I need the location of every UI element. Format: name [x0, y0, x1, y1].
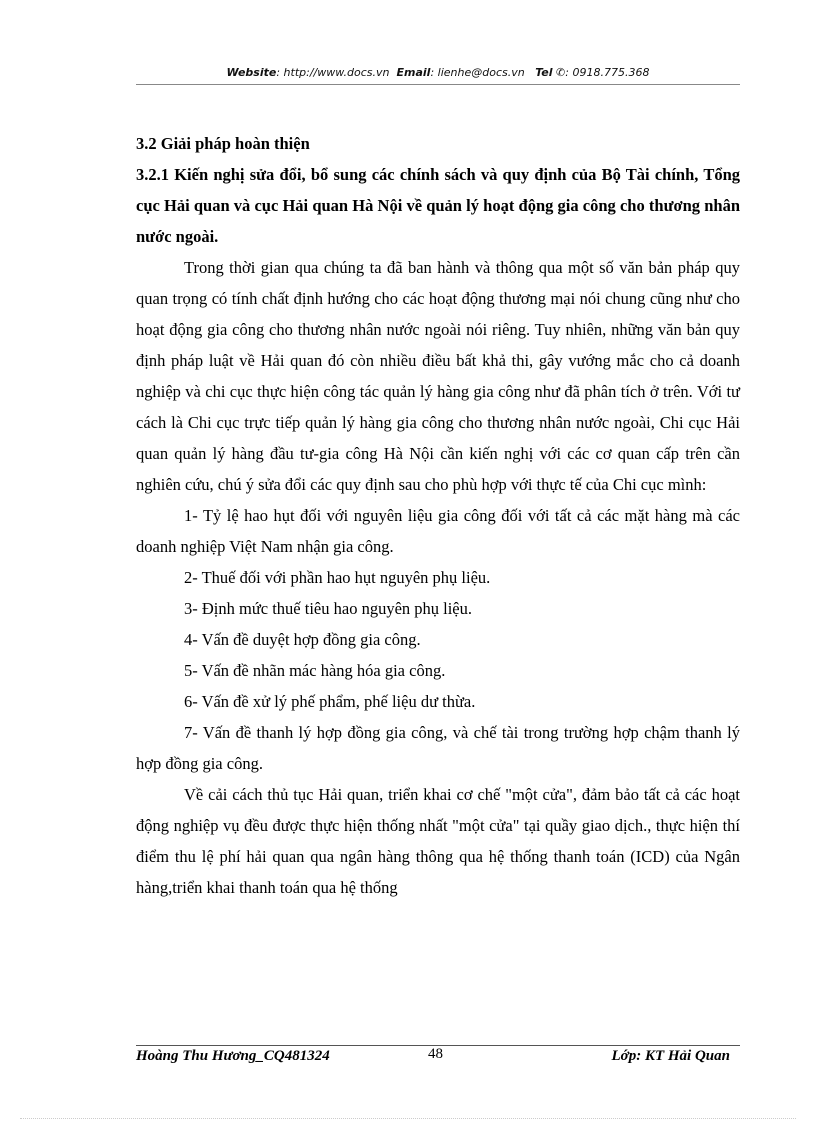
email-value: : lienhe@docs.vn [430, 66, 525, 79]
document-body [136, 128, 740, 903]
list-item-1: 1- Tỷ lệ hao hụt đối với nguyên liệu gia công đối với tất cả các mặt hàng mà các doanh nghiệp Việt Nam nhận gia công. [136, 506, 740, 556]
page-number: 48 [428, 1046, 443, 1062]
footer-class: Lớp: KT Hải Quan [611, 1048, 730, 1064]
list-item-6: 6- Vấn đề xử lý phế phẩm, phế liệu dư thừa. [184, 692, 476, 711]
paragraph-2: Về cải cách thủ tục Hải quan, triển khai cơ chế "một cửa", đảm bảo tất cả các hoạt động nghiệp vụ đều được thực hiện thống nhất "một cửa" tại quầy giao dịch., thực hiện thí điểm thu lệ phí hải quan qua ngân hàng thông qua hệ thống thanh toán (ICD) của Ngân hàng,triển khai thanh toán qua hệ thống [136, 785, 740, 897]
paragraph-1: Trong thời gian qua chúng ta đã ban hành và thông qua một số văn bản pháp quy quan trọng có tính chất định hướng cho các hoạt động thương mại nói chung cũng như cho hoạt động gia công cho thương nhân nước ngoài nói riêng. Tuy nhiên, những văn bản quy định pháp luật về Hải quan đó còn nhiều điều bất khả thi, gây vướng mắc cho cả doanh nghiệp và chi cục thực hiện công tác quản lý hàng gia công như đã phân tích ở trên. Với tư cách là Chi cục trực tiếp quản lý hàng gia công cho thương nhân nước ngoài, Chi cục Hải quan quản lý hàng đầu tư-gia công Hà Nội cần kiến nghị với các cơ quan cấp trên cần nghiên cứu, chú ý sửa đổi các quy định sau cho phù hợp với thực tế của Chi cục mình: [136, 258, 740, 494]
list-item-3: 3- Định mức thuế tiêu hao nguyên phụ liệu. [184, 599, 473, 618]
list-item-4: 4- Vấn đề duyệt hợp đồng gia công. [184, 630, 421, 649]
list-item-2: 2- Thuế đối với phần hao hụt nguyên phụ liệu. [184, 568, 491, 587]
website-label: Website [226, 66, 277, 79]
tel-label: Tel [535, 66, 553, 79]
section-title: 3.2 Giải pháp hoàn thiện [136, 134, 310, 153]
phone-icon: ✆ [556, 66, 566, 79]
list-item-5: 5- Vấn đề nhãn mác hàng hóa gia công. [184, 661, 446, 680]
page-header [136, 66, 740, 79]
email-label: Email [396, 66, 431, 79]
website-value: : http://www.docs.vn [276, 66, 390, 79]
page-edge-divider [20, 1118, 796, 1119]
footer-author: Hoàng Thu Hương_CQ481324 [136, 1048, 330, 1064]
tel-value: : 0918.775.368 [565, 66, 650, 79]
list-item-7: 7- Vấn đề thanh lý hợp đồng gia công, và chế tài trong trường hợp chậm thanh lý hợp đồng gia công. [136, 723, 740, 773]
header-rule [136, 84, 740, 85]
subsection-title: 3.2.1 Kiến nghị sửa đổi, bổ sung các chính sách và quy định của Bộ Tài chính, Tổng cục Hải quan và cục Hải quan Hà Nội về quản lý hoạt động gia công cho thương nhân nước ngoài. [136, 165, 740, 246]
